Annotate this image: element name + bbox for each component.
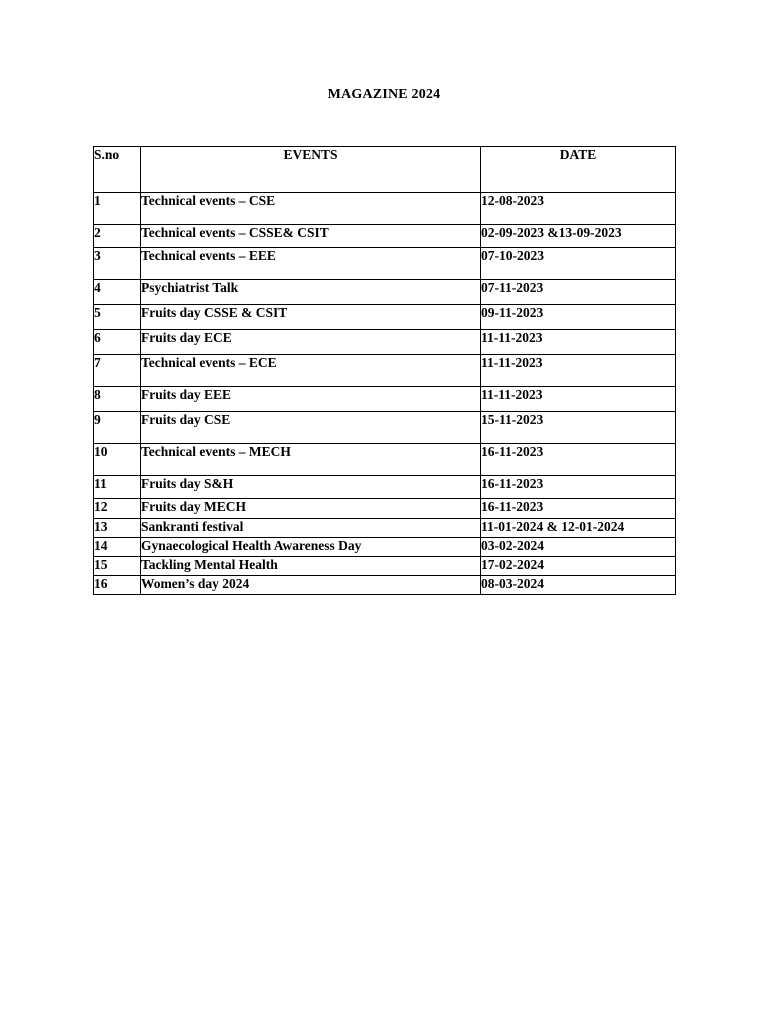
event-cell: Technical events – EEE xyxy=(141,248,481,280)
sno-cell: 15 xyxy=(94,557,141,576)
header-events: EVENTS xyxy=(141,147,481,193)
table-row xyxy=(94,193,676,225)
sno-cell: 3 xyxy=(94,248,141,280)
page-title: MAGAZINE 2024 xyxy=(327,87,441,102)
table-row xyxy=(94,387,676,412)
table-row xyxy=(94,476,676,499)
sno-cell: 9 xyxy=(94,412,141,444)
sno-cell: 12 xyxy=(94,499,141,519)
event-cell: Technical events – MECH xyxy=(141,444,481,476)
date-cell: 16-11-2023 xyxy=(481,476,676,499)
date-cell: 16-11-2023 xyxy=(481,444,676,476)
date-cell: 09-11-2023 xyxy=(481,305,676,330)
header-date: DATE xyxy=(481,147,676,193)
table-row xyxy=(94,538,676,557)
event-cell: Fruits day ECE xyxy=(141,330,481,355)
date-cell: 11-11-2023 xyxy=(481,355,676,387)
date-cell: 07-11-2023 xyxy=(481,280,676,305)
date-cell: 15-11-2023 xyxy=(481,412,676,444)
table-header-row xyxy=(94,147,676,193)
table-row xyxy=(94,280,676,305)
sno-cell: 2 xyxy=(94,225,141,248)
table-row xyxy=(94,444,676,476)
sno-cell: 6 xyxy=(94,330,141,355)
date-cell: 11-11-2023 xyxy=(481,330,676,355)
date-cell: 17-02-2024 xyxy=(481,557,676,576)
event-cell: Technical events – ECE xyxy=(141,355,481,387)
event-cell: Fruits day EEE xyxy=(141,387,481,412)
event-cell: Tackling Mental Health xyxy=(141,557,481,576)
event-cell: Fruits day CSE xyxy=(141,412,481,444)
table-row xyxy=(94,576,676,595)
table-row xyxy=(94,225,676,248)
event-cell: Fruits day S&H xyxy=(141,476,481,499)
table-row xyxy=(94,499,676,519)
date-cell: 11-01-2024 & 12-01-2024 xyxy=(481,519,676,538)
event-cell: Women’s day 2024 xyxy=(141,576,481,595)
sno-cell: 11 xyxy=(94,476,141,499)
table-row xyxy=(94,330,676,355)
table-row xyxy=(94,519,676,538)
sno-cell: 8 xyxy=(94,387,141,412)
event-cell: Fruits day MECH xyxy=(141,499,481,519)
date-cell: 03-02-2024 xyxy=(481,538,676,557)
event-cell: Psychiatrist Talk xyxy=(141,280,481,305)
events-table xyxy=(93,146,676,595)
sno-cell: 7 xyxy=(94,355,141,387)
table-row xyxy=(94,305,676,330)
sno-cell: 14 xyxy=(94,538,141,557)
event-cell: Fruits day CSSE & CSIT xyxy=(141,305,481,330)
event-cell: Sankranti festival xyxy=(141,519,481,538)
table-row xyxy=(94,248,676,280)
event-cell: Technical events – CSSE& CSIT xyxy=(141,225,481,248)
date-cell: 02-09-2023 &13-09-2023 xyxy=(481,225,676,248)
sno-cell: 13 xyxy=(94,519,141,538)
table-row xyxy=(94,412,676,444)
table-row xyxy=(94,355,676,387)
date-cell: 12-08-2023 xyxy=(481,193,676,225)
sno-cell: 1 xyxy=(94,193,141,225)
sno-cell: 5 xyxy=(94,305,141,330)
event-cell: Gynaecological Health Awareness Day xyxy=(141,538,481,557)
header-sno: S.no xyxy=(94,147,141,193)
date-cell: 16-11-2023 xyxy=(481,499,676,519)
event-cell: Technical events – CSE xyxy=(141,193,481,225)
sno-cell: 16 xyxy=(94,576,141,595)
date-cell: 07-10-2023 xyxy=(481,248,676,280)
table-row xyxy=(94,557,676,576)
sno-cell: 10 xyxy=(94,444,141,476)
sno-cell: 4 xyxy=(94,280,141,305)
date-cell: 11-11-2023 xyxy=(481,387,676,412)
date-cell: 08-03-2024 xyxy=(481,576,676,595)
